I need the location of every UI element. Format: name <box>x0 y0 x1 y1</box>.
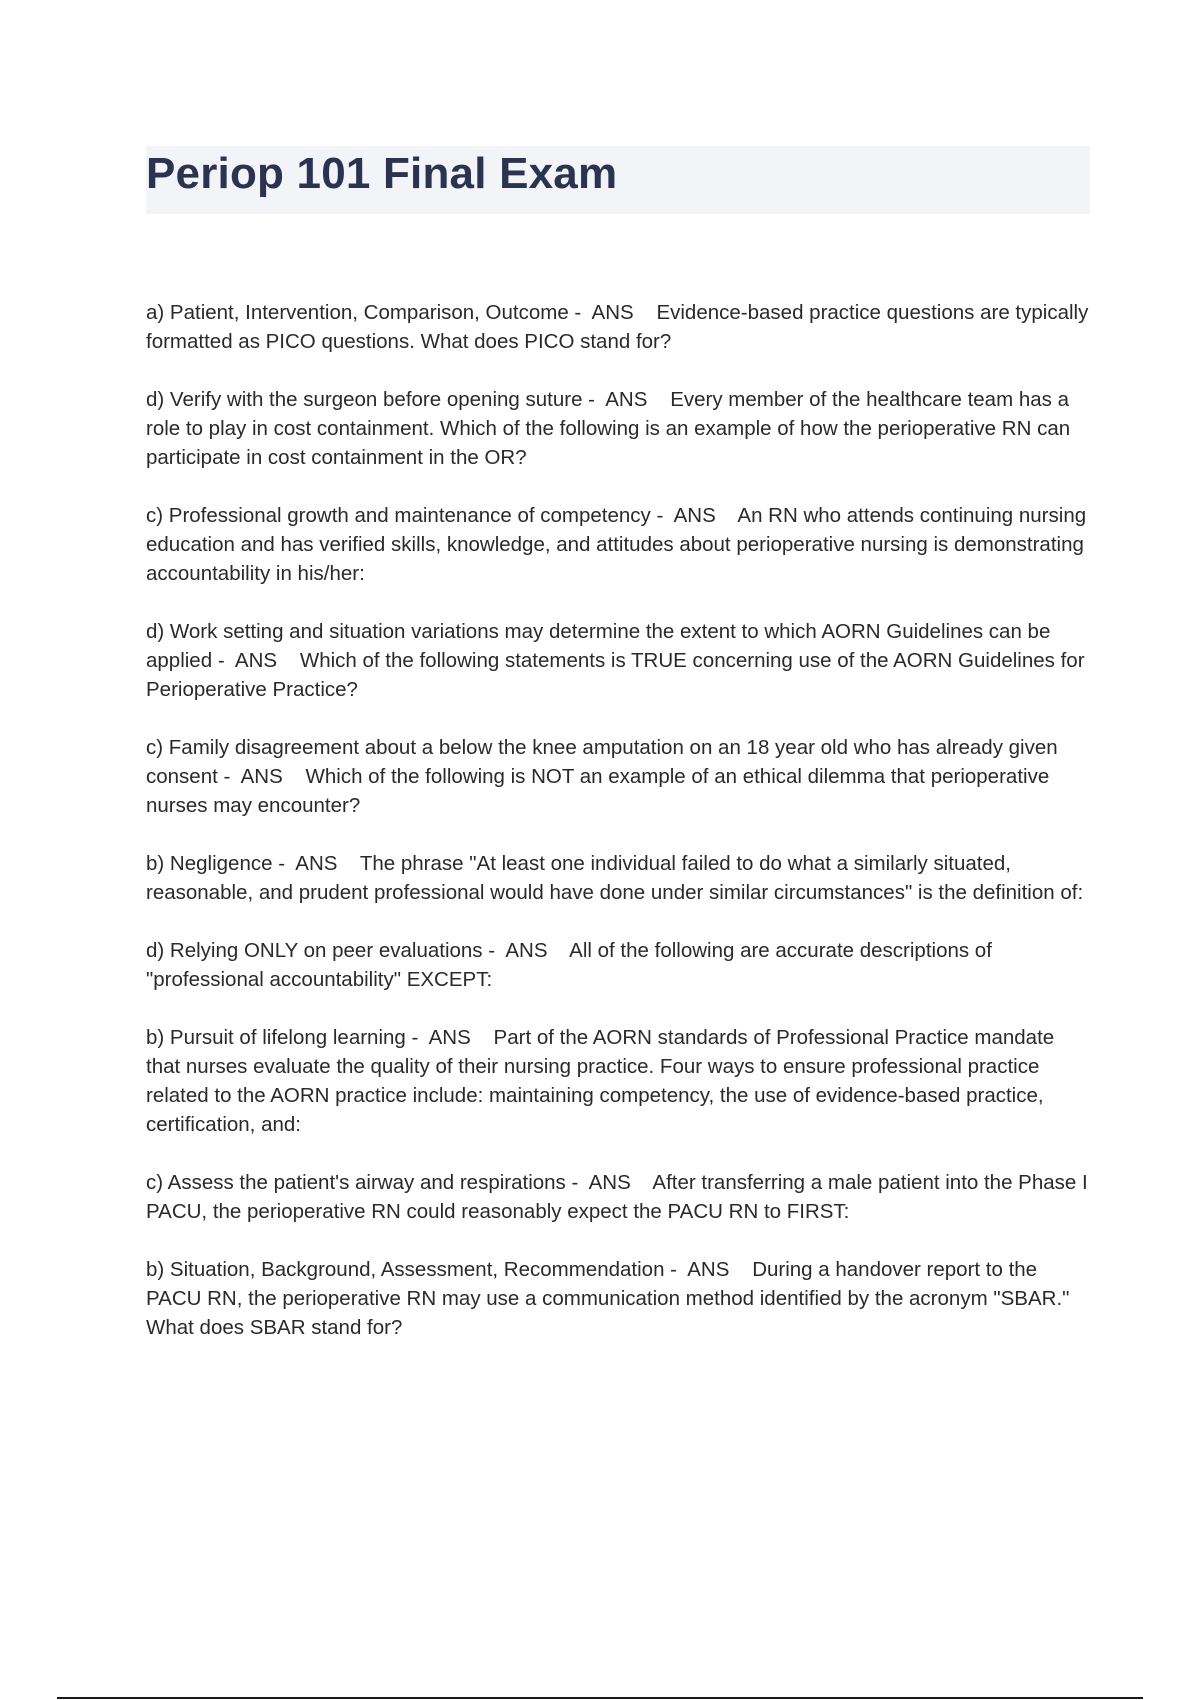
answer-text: d) Verify with the surgeon before opening suture <box>146 388 583 411</box>
ans-separator: - ANS <box>565 1171 653 1194</box>
qa-item <box>146 849 1090 907</box>
answer-text: c) Professional growth and maintenance of competency <box>146 504 651 527</box>
answer-text: b) Pursuit of lifelong learning <box>146 1026 406 1049</box>
ans-separator: - ANS <box>568 301 657 324</box>
ans-separator: - ANS <box>405 1026 494 1049</box>
qa-item <box>146 1023 1090 1139</box>
ans-separator: - ANS <box>217 765 306 788</box>
ans-separator: - ANS <box>482 939 570 962</box>
qa-list <box>146 298 1090 1371</box>
qa-item <box>146 501 1090 588</box>
question-text: Part of the AORN standards of Professional Practice mandate that nurses evaluate the quality of their nursing practice. Four ways to ensure professional practice related to the AORN practice include: maintaining competency, the use of evidence-based practice, certification, and: <box>146 1026 1055 1136</box>
page-title: Periop 101 Final Exam <box>146 149 618 198</box>
answer-text: c) Family disagreement about a below the knee amputation on an 18 year old who has already given consent <box>146 736 1058 788</box>
ans-separator: - ANS <box>650 504 738 527</box>
question-text: Which of the following is NOT an example of an ethical dilemma that perioperative nurses may encounter? <box>146 765 1050 817</box>
ans-separator: - ANS <box>664 1258 753 1281</box>
qa-item <box>146 298 1090 356</box>
qa-item <box>146 617 1090 704</box>
qa-item <box>146 1255 1090 1342</box>
answer-text: b) Negligence <box>146 852 273 875</box>
qa-item <box>146 1168 1090 1226</box>
qa-item <box>146 733 1090 820</box>
qa-item <box>146 385 1090 472</box>
answer-text: a) Patient, Intervention, Comparison, Outcome <box>146 301 569 324</box>
question-text: All of the following are accurate descriptions of "professional accountability" EXCEPT: <box>146 939 992 991</box>
footer-rule <box>57 1697 1143 1699</box>
ans-separator: - ANS <box>212 649 300 672</box>
question-text: Which of the following statements is TRUE concerning use of the AORN Guidelines for Perioperative Practice? <box>146 649 1085 701</box>
answer-text: c) Assess the patient's airway and respirations <box>146 1171 566 1194</box>
answer-text: d) Relying ONLY on peer evaluations <box>146 939 483 962</box>
question-text: During a handover report to the PACU RN, the perioperative RN may use a communication method identified by the acronym "SBAR." What does SBAR stand for? <box>146 1258 1070 1339</box>
question-text: Evidence-based practice questions are typically formatted as PICO questions. What does PICO stand for? <box>146 301 1089 353</box>
answer-text: d) Work setting and situation variations may determine the extent to which AORN Guidelines can be applied <box>146 620 1051 672</box>
question-text: The phrase "At least one individual failed to do what a similarly situated, reasonable, and prudent professional would have done under similar circumstances" is the definition of: <box>146 852 1084 904</box>
question-text: After transferring a male patient into the Phase I PACU, the perioperative RN could reasonably expect the PACU RN to FIRST: <box>146 1171 1088 1223</box>
question-text: Every member of the healthcare team has a role to play in cost containment. Which of the following is an example of how the perioperative RN can participate in cost containment in the OR? <box>146 388 1071 469</box>
ans-separator: - ANS <box>272 852 360 875</box>
answer-text: b) Situation, Background, Assessment, Recommendation <box>146 1258 665 1281</box>
qa-item <box>146 936 1090 994</box>
ans-separator: - ANS <box>582 388 671 411</box>
question-text: An RN who attends continuing nursing education and has verified skills, knowledge, and attitudes about perioperative nursing is demonstrating accountability in his/her: <box>146 504 1087 585</box>
